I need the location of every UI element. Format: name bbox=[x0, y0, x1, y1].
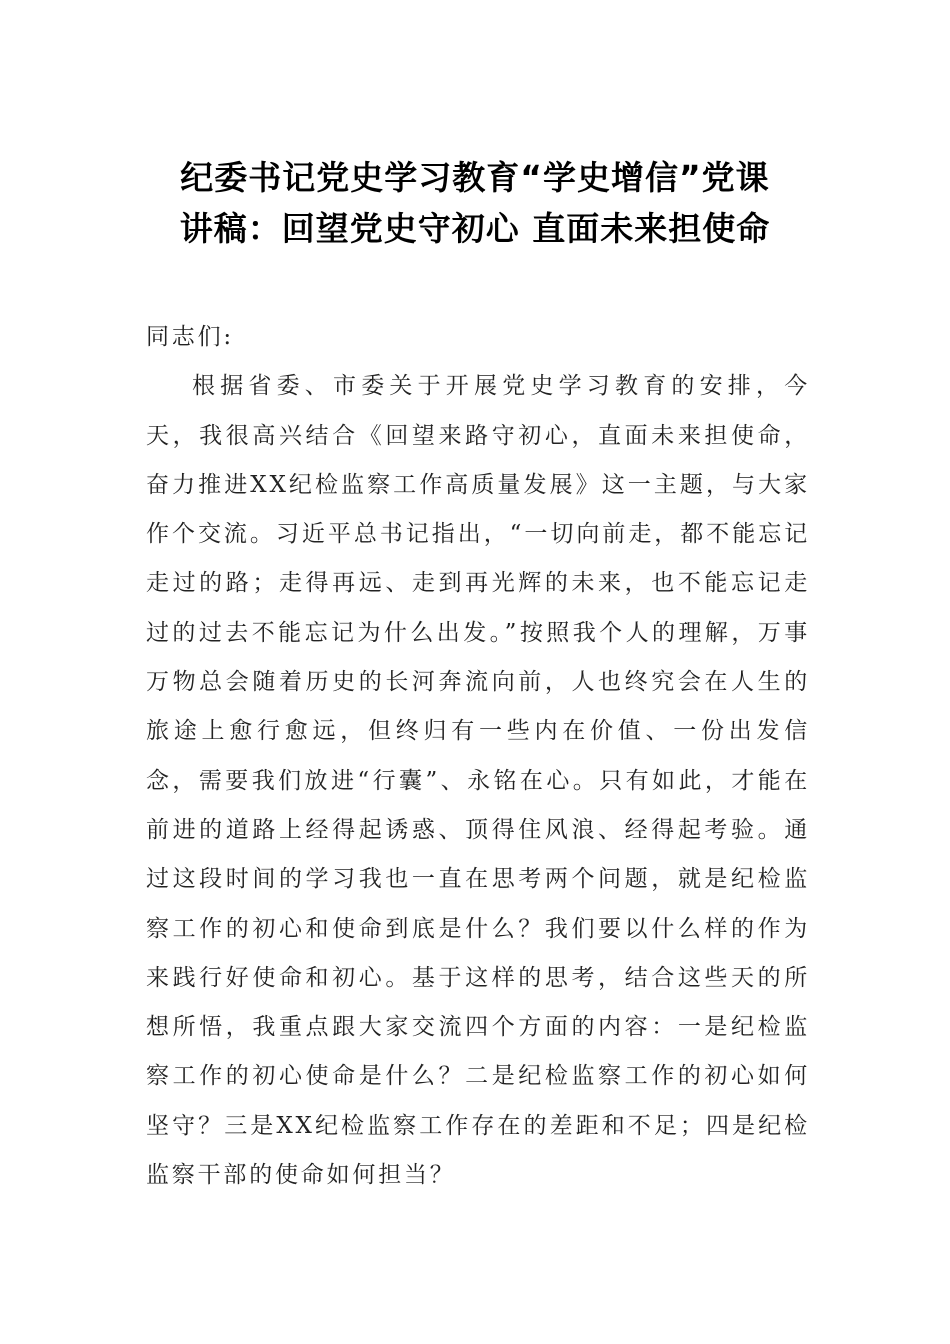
body-paragraph: 根据省委、市委关于开展党史学习教育的安排，今天，我很高兴结合《回望来路守初心，直面未来担使命，奋力推进XX纪检监察工作高质量发展》这一主题，与大家作个交流。习近平总书记指出，“一切向前走，都不能忘记走过的路；走得再远、走到再光辉的未来，也不能忘记走过的过去不能忘记为什么出发。”按照我个人的理解，万事万物总会随着历史的长河奔流向前，人也终究会在人生的旅途上愈行愈远，但终归有一些内在价值、一份出发信念，需要我们放进“行囊”、永铭在心。只有如此，才能在前进的道路上经得起诱惑、顶得住风浪、经得起考验。通过这段时间的学习我也一直在思考两个问题，就是纪检监察工作的初心和使命到底是什么？我们要以什么样的作为来践行好使命和初心。基于这样的思考，结合这些天的所想所悟，我重点跟大家交流四个方面的内容：一是纪检监察工作的初心使命是什么？二是纪检监察工作的初心如何坚守？三是XX纪检监察工作存在的差距和不足；四是纪检监察干部的使命如何担当？ bbox=[146, 373, 810, 1189]
document-title bbox=[100, 152, 850, 254]
document-body bbox=[146, 313, 810, 1200]
title-line-1: 纪委书记党史学习教育“学史增信”党课 bbox=[180, 158, 770, 197]
salutation: 同志们: bbox=[146, 324, 234, 350]
title-line-2: 讲稿：回望党史守初心 直面未来担使命 bbox=[179, 209, 771, 248]
